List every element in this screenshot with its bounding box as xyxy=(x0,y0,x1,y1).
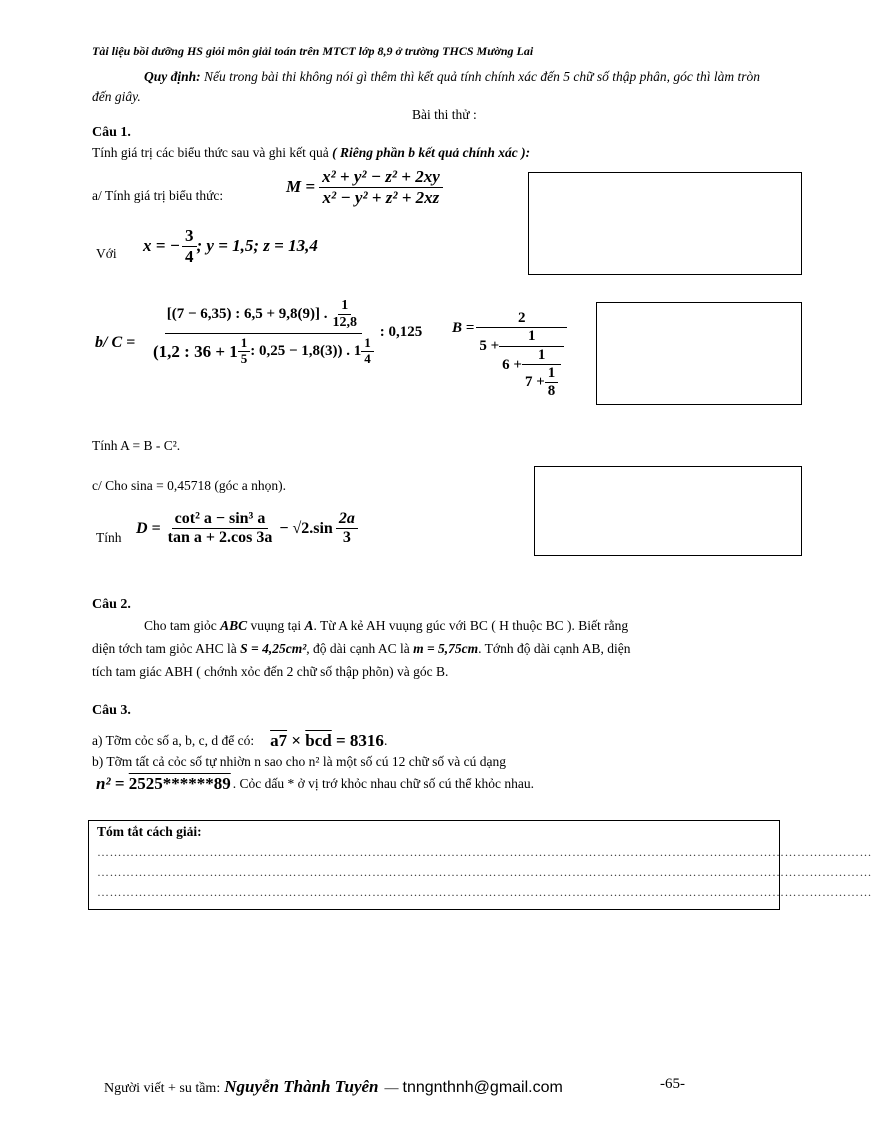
q1b-den-frac-1-den: 5 xyxy=(240,351,248,367)
q1a-fraction xyxy=(319,167,443,207)
answer-box-c[interactable] xyxy=(534,466,802,556)
q1b-den-frac-2 xyxy=(361,336,374,367)
q1b-formula xyxy=(150,298,422,367)
q1-intro xyxy=(92,145,530,161)
q1-title: Câu 1. xyxy=(92,125,131,140)
q1b-B-n4: 1 xyxy=(545,365,559,383)
q1-intro-text: Tính giá trị các biểu thức sau và ghi kết quả xyxy=(92,145,329,160)
q1b-B-n3: 1 xyxy=(522,347,561,365)
q1c-formula xyxy=(136,510,358,548)
q1b-B-n1: 2 xyxy=(476,310,567,328)
q2-line-2 xyxy=(92,637,758,660)
q1b-B-frac3 xyxy=(522,347,561,401)
q3a-times: × xyxy=(291,731,302,750)
q1c-D: D = xyxy=(136,519,161,537)
page-number: -65- xyxy=(660,1076,685,1092)
q1c-label: c/ Cho sina = 0,45718 (góc a nhọn). xyxy=(92,478,286,493)
q1b-numerator xyxy=(165,298,362,334)
summary-box[interactable] xyxy=(88,820,872,910)
q1a-with-values xyxy=(143,226,318,266)
q1a-numerator: x² + y² − z² + 2xy xyxy=(319,167,443,188)
summary-label: Tóm tắt cách giải: xyxy=(97,824,202,839)
exam-title: Bài thi thử : xyxy=(412,107,477,122)
q1b-B-frac4 xyxy=(545,365,559,401)
summary-dots-3: …………………………………………………………………………………………………………………………………………………………………… xyxy=(97,885,872,899)
q1b-den-text-2: : 0,25 − 1,8(3)) . 1 xyxy=(250,343,362,359)
q3b-text: b) Tỡm tất cả cỏc số tự nhiờn n sao cho n² là một số cú 12 chữ số và cú dạng xyxy=(92,754,506,769)
q1b-numerator-text: [(7 − 6,35) : 6,5 + 9,8(9)] . xyxy=(166,305,328,322)
q1c-sin-fraction xyxy=(336,510,358,548)
q1b-B-formula xyxy=(452,310,567,400)
q2-title: Câu 2. xyxy=(92,597,131,612)
q1b-main-fraction xyxy=(150,298,377,367)
q2-l2-3: . Tớnh độ dài cạnh AB, diện xyxy=(478,641,631,656)
q1b-B-frac2 xyxy=(499,328,564,400)
summary-dots-2: …………………………………………………………………………………………………………………………………………………………………… xyxy=(97,865,872,879)
q3b-tail: . Cỏc dấu * ở vị trớ khỏc nhau chữ số cú thể khỏc nhau. xyxy=(232,776,535,791)
q1a-yz: ; y = 1,5; z = 13,4 xyxy=(196,236,318,256)
q1b-B-cfrac xyxy=(476,310,567,400)
rule-paragraph xyxy=(92,67,760,107)
answer-box-a[interactable] xyxy=(528,172,802,275)
q1a-label: a/ Tính giá trị biểu thức: xyxy=(92,188,224,203)
answer-box-b[interactable] xyxy=(596,302,802,405)
q1b-num-frac-num: 1 xyxy=(338,298,351,315)
q1b-B-n2: 1 xyxy=(499,328,564,346)
q2-t1: Cho tam giỏc xyxy=(144,618,217,633)
q1a-formula xyxy=(286,167,443,207)
q3a-text: a) Tỡm cỏc số a, b, c, d để có: xyxy=(92,733,255,748)
q2-paragraph xyxy=(92,614,758,683)
q3a-expr xyxy=(270,731,384,751)
footer-email[interactable]: tnngnthnh@gmail.com xyxy=(402,1079,563,1096)
page-header: Tài liệu bồi dưỡng HS giỏi môn giải toán trên MTCT lớp 8,9 ở trường THCS Mường Lai xyxy=(92,44,534,58)
q1c-rest: − √2.sin xyxy=(279,519,333,537)
q3-title: Câu 3. xyxy=(92,703,131,718)
q1b-den-frac-2-den: 4 xyxy=(364,351,371,367)
q2-t2: vuụng tại xyxy=(250,618,302,633)
q1c-sin-num: 2a xyxy=(336,510,358,529)
q1b-B-level3 xyxy=(499,347,564,401)
q1a-M: M = xyxy=(286,177,316,197)
q2-line-1 xyxy=(92,614,758,637)
q1b-den-frac-1 xyxy=(238,336,251,367)
footer-author: Nguyễn Thành Tuyên xyxy=(224,1077,379,1096)
q3a-line: a) Tỡm cỏc số a, b, c, d để có: $a7 \times \overline{bcd} = 8316$ . xyxy=(92,731,388,750)
q3a-a7: a7 xyxy=(270,731,288,750)
q3b-line xyxy=(96,774,534,794)
q1b-B-label: B = xyxy=(452,320,475,336)
q1-intro-note: ( Riêng phần b kết quả chính xác ): xyxy=(332,145,531,160)
q3b-expr xyxy=(96,774,231,794)
q2-t3: . Từ A kẻ AH vuụng gúc với BC ( H thuộc BC ). Biết rằng xyxy=(313,618,629,633)
summary-dots-1: …………………………………………………………………………………………………………………………………………………………………… xyxy=(97,845,872,859)
q1b-B-level2 xyxy=(476,328,567,400)
q2-l2-2: , độ dài cạnh AC là xyxy=(306,641,410,656)
q1a-with-label: Với xyxy=(96,246,117,261)
q1c-sin-den: 3 xyxy=(342,529,351,547)
q3b-rhs: 2525******89 xyxy=(128,774,231,793)
q1a-x-den: 4 xyxy=(185,246,194,266)
q1b-B-d4: 8 xyxy=(547,383,556,399)
q2-abc: ABC xyxy=(220,618,248,633)
q1b-num-frac-den: 12,8 xyxy=(332,315,358,331)
q1b-B-d1: 5 + xyxy=(479,338,500,355)
q1b-label xyxy=(95,334,135,352)
q2-line-3: tích tam giác ABH ( chớnh xỏc đến 2 chữ số thập phõn) và góc B. xyxy=(92,664,449,679)
page-footer xyxy=(104,1077,563,1097)
q1b-B-d3: 7 + xyxy=(524,373,545,390)
q1b-den-frac-2-num: 1 xyxy=(361,336,374,352)
q1c-tinh: Tính xyxy=(96,530,122,545)
q3b-lhs: n² = xyxy=(96,774,125,793)
q1b-label-text: b/ C = xyxy=(95,334,136,351)
q1c-denominator: tan a + 2.cos 3a xyxy=(167,529,273,547)
q1a-x: x = − xyxy=(143,236,180,256)
q1a-x-fraction xyxy=(182,226,197,266)
q3a-eq: = 8316 xyxy=(336,731,384,750)
q1b-den-frac-1-num: 1 xyxy=(238,336,251,352)
q1a-denominator: x² − y² + z² + 2xz xyxy=(322,187,440,207)
rule-label: Quy định: xyxy=(144,69,201,84)
q1c-numerator: cot² a − sin³ a xyxy=(172,510,269,529)
q2-m: m = 5,75cm xyxy=(413,641,479,656)
q2-l2-1: diện tớch tam giỏc AHC là xyxy=(92,641,237,656)
footer-prefix: Người viết + su tầm: xyxy=(104,1081,221,1096)
footer-dash: — xyxy=(384,1081,399,1096)
rule-text: Nếu trong bài thi không nói gì thêm thì kết quả tính chính xác đến 5 chữ số thập phân, góc thì làm tròn đến giây. xyxy=(92,69,761,104)
q1b-denominator xyxy=(150,334,377,367)
q3a-bcd: $\overline{bcd}$ xyxy=(305,731,332,750)
q1b-B-d2: 6 + xyxy=(502,356,522,373)
q2-a: A xyxy=(304,618,314,633)
q1a-x-num: 3 xyxy=(182,226,197,247)
q1b-numerator-frac xyxy=(330,298,361,331)
q1c-main-fraction xyxy=(165,510,276,548)
q2-S: S = 4,25cm² xyxy=(240,641,307,656)
q1b-B-level4 xyxy=(522,365,561,401)
q1b-den-text-1: (1,2 : 36 + 1 xyxy=(153,341,238,361)
q1b-A-instruction: Tính A = B - C². xyxy=(92,438,181,453)
q1b-tail: : 0,125 xyxy=(379,324,423,341)
